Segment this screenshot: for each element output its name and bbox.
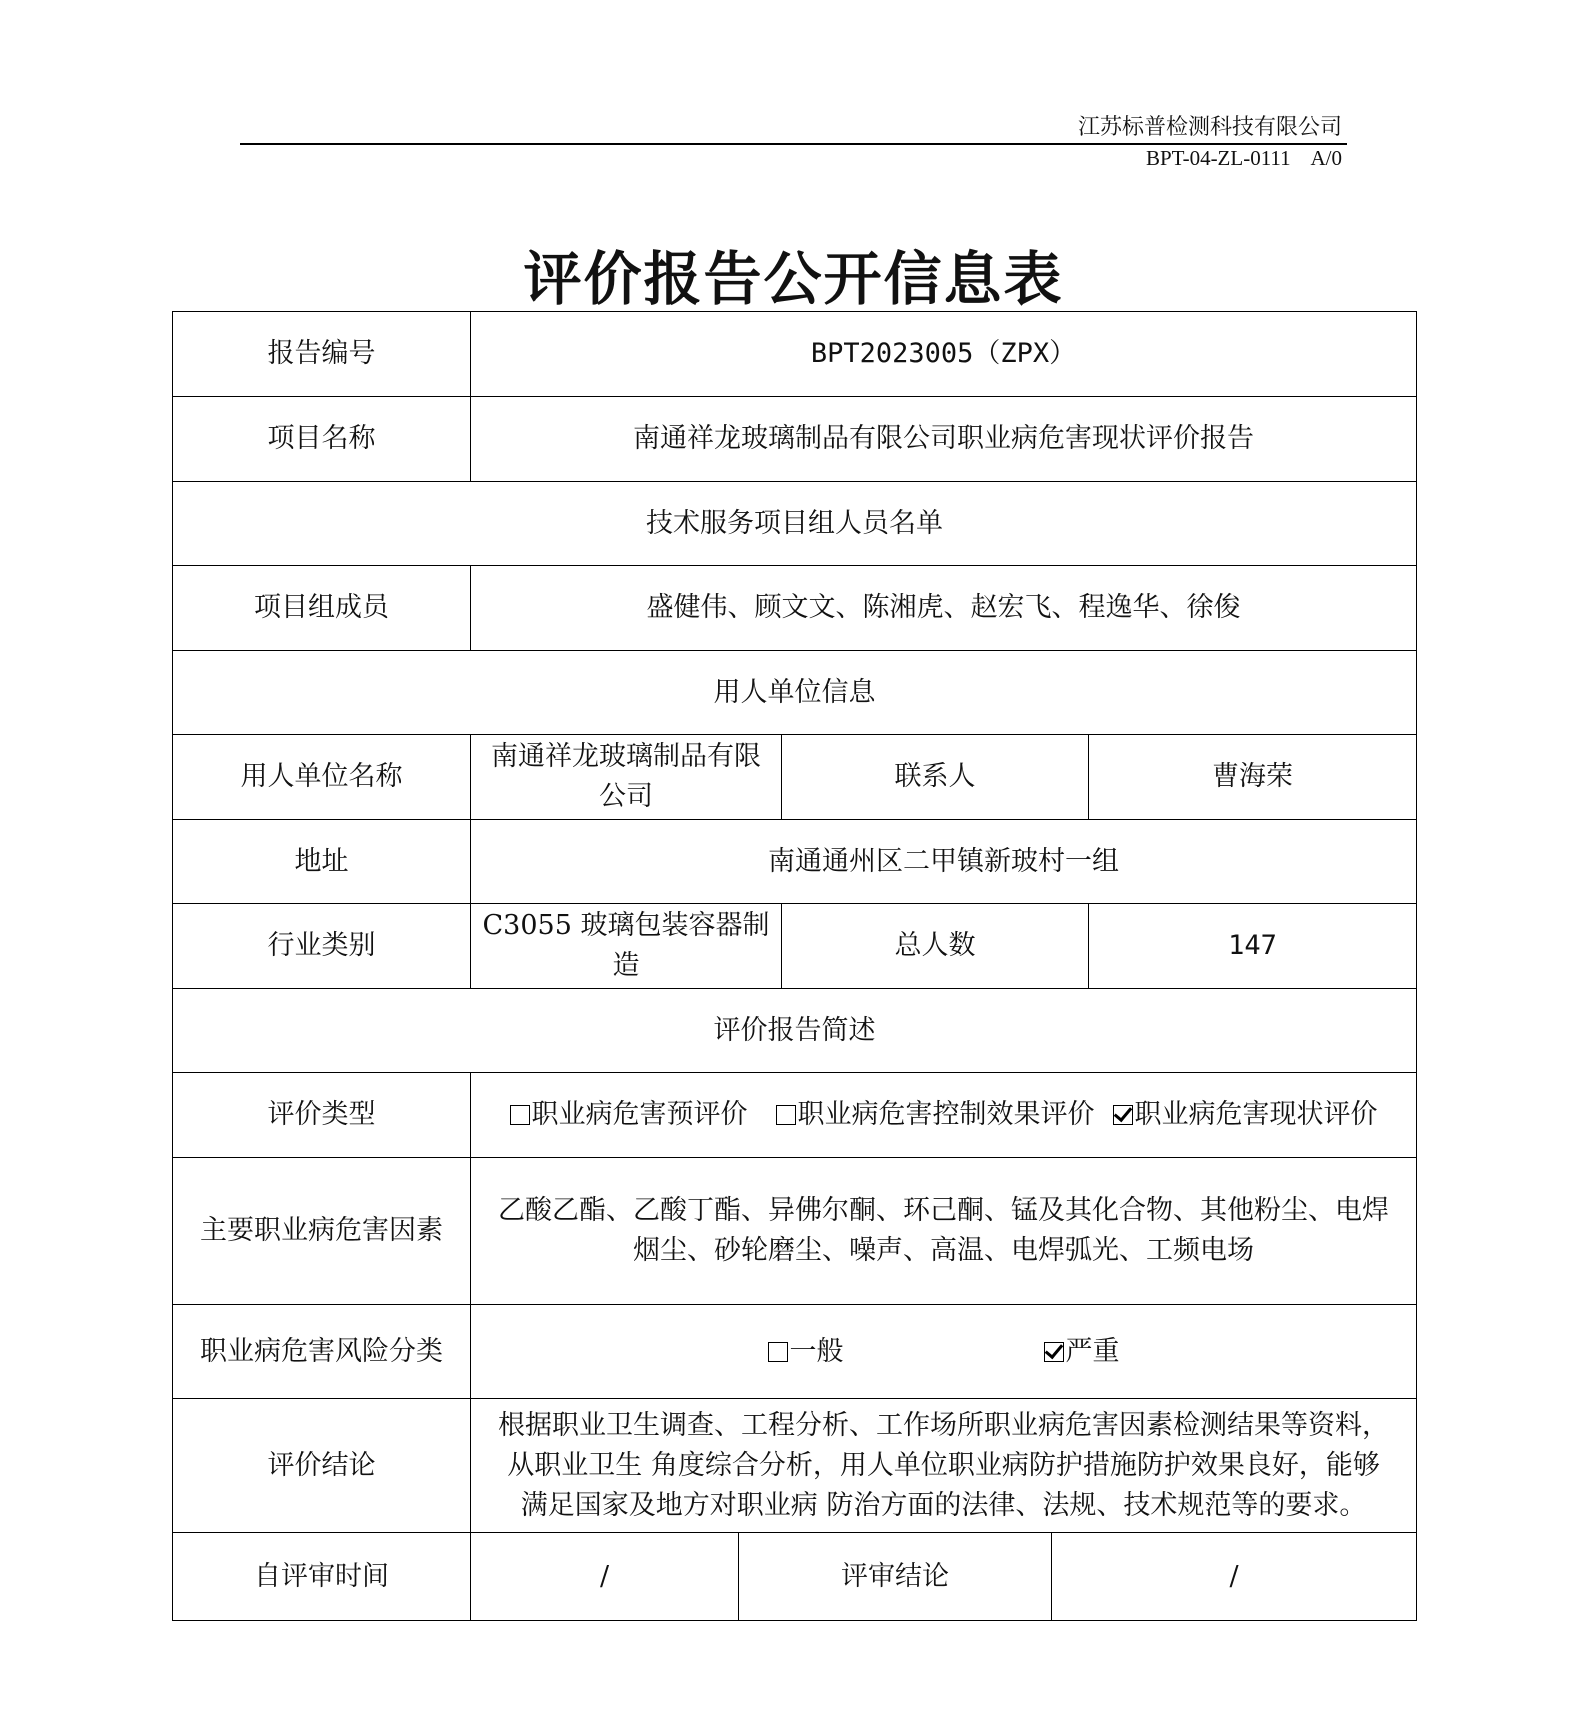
- header-divider: [240, 143, 1347, 145]
- evaluation-type-label: 评价类型: [173, 1073, 471, 1158]
- checkbox-checked-icon[interactable]: [1113, 1105, 1133, 1125]
- report-no-label: 报告编号: [173, 312, 471, 397]
- checkbox-checked-icon[interactable]: [1044, 1342, 1064, 1362]
- page-title: 评价报告公开信息表: [523, 245, 1064, 313]
- evaluation-option-control[interactable]: [776, 1099, 1095, 1130]
- evaluation-type-options: [471, 1073, 1417, 1158]
- conclusion-label: 评价结论: [173, 1399, 471, 1533]
- conclusion-line-2: 从职业卫生 角度综合分析，用人单位职业病防护措施防护效果良好，能够: [507, 1449, 1380, 1481]
- row-industry: [173, 904, 1417, 989]
- row-address: [173, 820, 1417, 904]
- employer-section-heading: 用人单位信息: [173, 651, 1417, 735]
- report-no-value: BPT2023005（ZPX）: [471, 312, 1417, 397]
- evaluation-option-pre[interactable]: [510, 1099, 748, 1130]
- review-result-label: 评审结论: [739, 1533, 1052, 1621]
- row-conclusion: [173, 1399, 1417, 1533]
- risk-label: 职业病危害风险分类: [173, 1305, 471, 1399]
- row-risk: [173, 1305, 1417, 1399]
- review-result-value: /: [1052, 1533, 1417, 1621]
- address-label: 地址: [173, 820, 471, 904]
- row-review: [173, 1533, 1417, 1621]
- document-code: BPT-04-ZL-0111 A/0: [1145, 146, 1342, 170]
- row-employer-section: [173, 651, 1417, 735]
- hazards-line-1: 乙酸乙酯、乙酸丁酯、异佛尔酮、环己酮、锰及其化合物、其他粉尘、电焊: [498, 1195, 1390, 1226]
- headcount-label: 总人数: [782, 904, 1089, 989]
- checkbox-unchecked-icon[interactable]: [510, 1105, 530, 1125]
- company-header: 江苏标普检测科技有限公司: [1077, 115, 1342, 140]
- summary-section-heading: 评价报告简述: [173, 989, 1417, 1073]
- info-table: [172, 311, 1417, 1621]
- headcount-value: 147: [1089, 904, 1417, 989]
- industry-value: C3055 玻璃包装容器制造: [471, 904, 782, 989]
- industry-label: 行业类别: [173, 904, 471, 989]
- row-team-members: [173, 566, 1417, 651]
- employer-name-value: 南通祥龙玻璃制品有限公司: [471, 735, 782, 820]
- row-team-section: [173, 482, 1417, 566]
- employer-name-label: 用人单位名称: [173, 735, 471, 820]
- contact-value: 曹海荣: [1089, 735, 1417, 820]
- risk-option-severe[interactable]: [1044, 1336, 1120, 1367]
- hazards-label: 主要职业病危害因素: [173, 1158, 471, 1305]
- evaluation-option-status[interactable]: [1113, 1099, 1378, 1130]
- team-members-label: 项目组成员: [173, 566, 471, 651]
- conclusion-line-3: 满足国家及地方对职业病 防治方面的法律、法规、技术规范等的要求。: [520, 1489, 1367, 1521]
- evaluation-option-pre-label: 职业病危害预评价: [531, 1099, 748, 1130]
- contact-label: 联系人: [782, 735, 1089, 820]
- hazards-value: [471, 1158, 1417, 1305]
- conclusion-value: [471, 1399, 1417, 1533]
- address-value: 南通通州区二甲镇新玻村一组: [471, 820, 1417, 904]
- row-employer-name: [173, 735, 1417, 820]
- evaluation-option-control-label: 职业病危害控制效果评价: [797, 1099, 1095, 1130]
- hazards-line-2: 烟尘、砂轮磨尘、噪声、高温、电焊弧光、工频电场: [633, 1235, 1255, 1266]
- risk-option-general-label: 一般: [789, 1335, 844, 1367]
- checkbox-unchecked-icon[interactable]: [776, 1105, 796, 1125]
- team-members-value: 盛健伟、顾文文、陈湘虎、赵宏飞、程逸华、徐俊: [471, 566, 1417, 651]
- review-time-label: 自评审时间: [173, 1533, 471, 1621]
- project-name-value: 南通祥龙玻璃制品有限公司职业病危害现状评价报告: [471, 397, 1417, 482]
- team-section-heading: 技术服务项目组人员名单: [173, 482, 1417, 566]
- review-time-value: /: [471, 1533, 739, 1621]
- row-project-name: [173, 397, 1417, 482]
- row-summary-section: [173, 989, 1417, 1073]
- row-evaluation-type: [173, 1073, 1417, 1158]
- risk-option-general[interactable]: [768, 1336, 844, 1367]
- project-name-label: 项目名称: [173, 397, 471, 482]
- conclusion-line-1: 根据职业卫生调查、工程分析、工作场所职业病危害因素检测结果等资料，: [498, 1409, 1390, 1441]
- evaluation-option-status-label: 职业病危害现状评价: [1134, 1099, 1378, 1130]
- checkbox-unchecked-icon[interactable]: [768, 1342, 788, 1362]
- row-report-no: [173, 312, 1417, 397]
- risk-options: [471, 1305, 1417, 1399]
- risk-option-severe-label: 严重: [1065, 1335, 1120, 1367]
- row-hazards: [173, 1158, 1417, 1305]
